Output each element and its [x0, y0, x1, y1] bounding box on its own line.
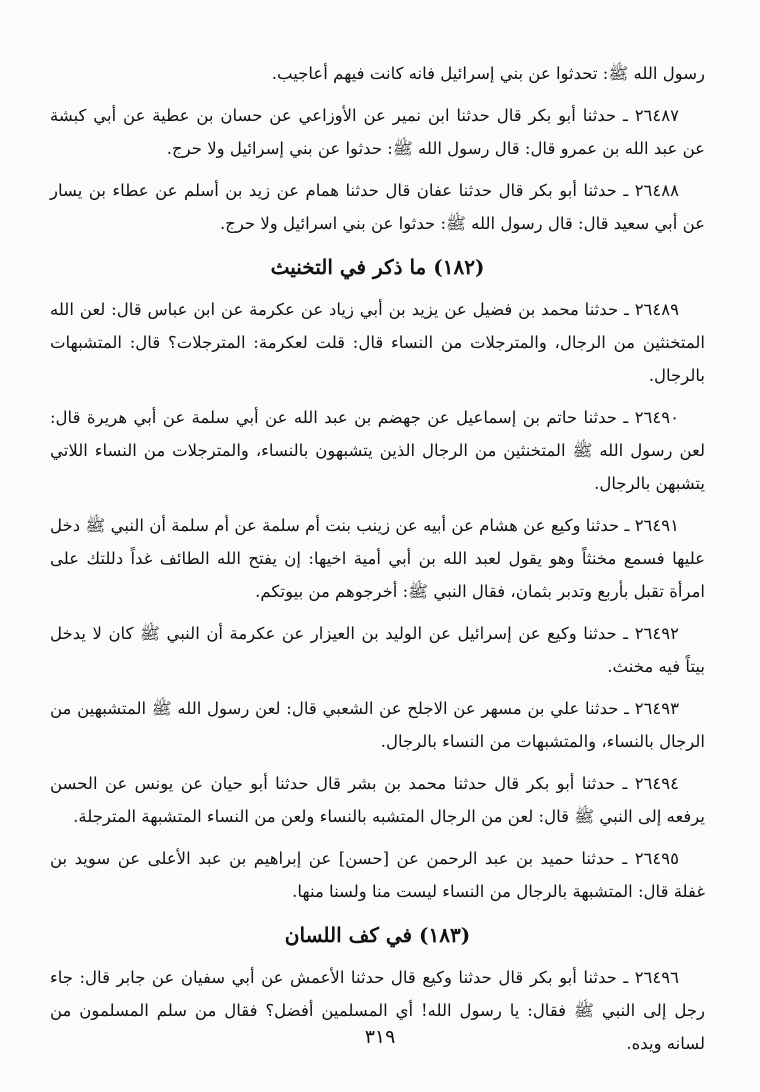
hadith-26494: ٢٦٤٩٤ ـ حدثنا أبو بكر قال حدثنا محمد بن بشر قال حدثنا أبو حيان عن يونس عن الحسن يرفعه إلى النبي ﷺ قال: لعن من الرجال المتشبه بالنساء ولعن من النساء المتشبهة المترجلة. — [50, 774, 705, 826]
hadith-26488: ٢٦٤٨٨ ـ حدثنا أبو بكر قال حدثنا عفان قال حدثنا همام عن زيد بن أسلم عن عطاء بن يسار عن أبي سعيد قال: قال رسول الله ﷺ: حدثوا عن بني اسرائيل ولا حرج. — [50, 181, 705, 233]
paragraph-continuation: رسول الله ﷺ: تحدثوا عن بني إسرائيل فانه كانت فيهم أعاجيب. — [271, 64, 705, 83]
page-content — [50, 52, 705, 1064]
hadith-26491: ٢٦٤٩١ ـ حدثنا وكيع عن هشام عن أبيه عن زينب بنت أم سلمة عن أم سلمة أن النبي ﷺ دخل عليها فسمع مخنثاً وهو يقول لعبد الله بن أبي أمية اخيها: إن يفتح الله الطائف غداً دللتك على امرأة تقبل بأربع وتدبر بثمان، فقال النبي ﷺ: أخرجوهم من بيوتكم. — [50, 516, 705, 601]
section-heading-182: (١٨٢) ما ذكر في التخنيث — [270, 255, 485, 279]
hadith-26487: ٢٦٤٨٧ ـ حدثنا أبو بكر قال حدثنا ابن نمير عن الأوزاعي عن حسان بن عطية عن أبي كبشة عن عبد الله بن عمرو قال: قال رسول الله ﷺ: حدثوا عن بني إسرائيل ولا حرج. — [50, 106, 705, 158]
hadith-26493: ٢٦٤٩٣ ـ حدثنا علي بن مسهر عن الاجلح عن الشعبي قال: لعن رسول الله ﷺ المتشبهين من الرجال بالنساء، والمتشبهات من النساء بالرجال. — [50, 699, 705, 751]
hadith-26492: ٢٦٤٩٢ ـ حدثنا وكيع عن إسرائيل عن الوليد بن العيزار عن عكرمة أن النبي ﷺ كان لا يدخل بيتاً فيه مخنث. — [50, 624, 705, 676]
hadith-26490: ٢٦٤٩٠ ـ حدثنا حاتم بن إسماعيل عن جهضم بن عبد الله عن أبي سلمة عن أبي هريرة قال: لعن رسول الله ﷺ المتخنثين من الرجال الذين يتشبهون بالنساء، والمترجلات من النساء اللاتي يتشبهن بالرجال. — [50, 408, 705, 493]
hadith-26495: ٢٦٤٩٥ ـ حدثنا حميد بن عبد الرحمن عن [حسن] عن إبراهيم بن عبد الأعلى عن سويد بن غفلة قال: المتشبهة بالرجال من النساء ليست منا ولسنا منها. — [50, 849, 705, 901]
section-heading-183: (١٨٣) في كف اللسان — [284, 923, 471, 947]
page-number: ٣١٩ — [364, 1026, 396, 1048]
hadith-26496: ٢٦٤٩٦ ـ حدثنا أبو بكر قال حدثنا وكيع قال حدثنا الأعمش عن أبي سفيان عن جابر قال: جاء رجل إلى النبي ﷺ فقال: يا رسول الله! أي المسلمين أفضل؟ فقال من سلم المسلمون من لسانه ويده. — [50, 968, 705, 1053]
hadith-26489: ٢٦٤٨٩ ـ حدثنا محمد بن فضيل عن يزيد بن أبي زياد عن عكرمة عن ابن عباس قال: لعن الله المتخنثين من الرجال، والمترجلات من النساء قال: قلت لعكرمة: المترجلات؟ قال: المتشبهات بالرجال. — [50, 300, 705, 385]
